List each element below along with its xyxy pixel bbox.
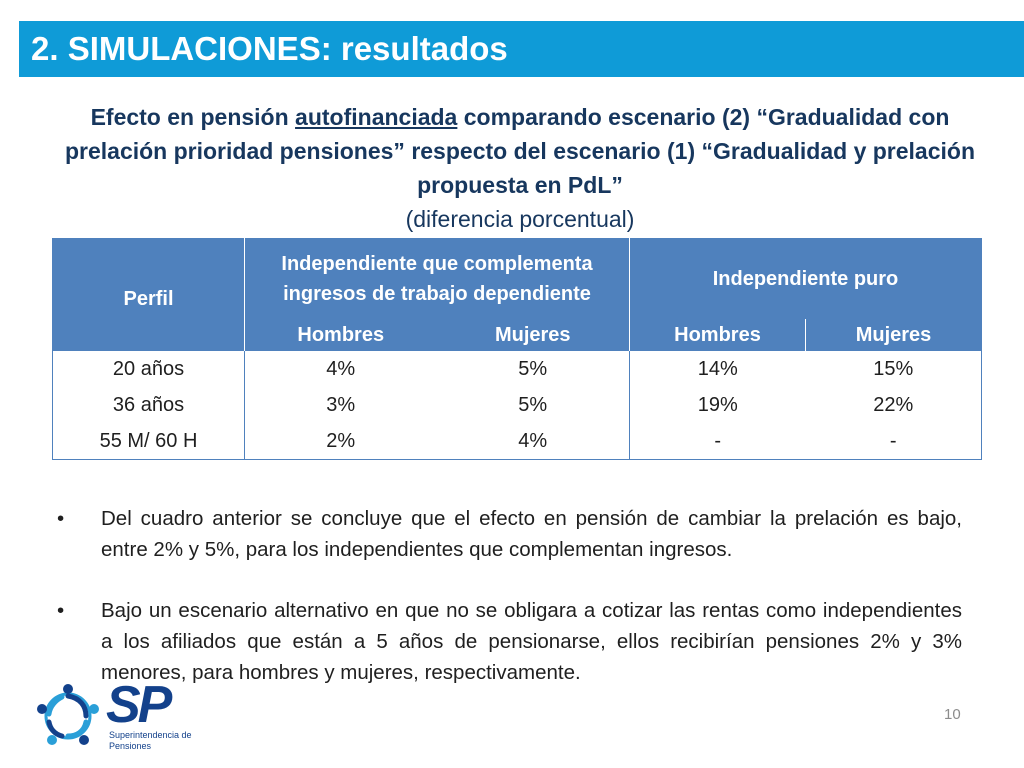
results-table (52, 238, 982, 460)
subheader-men-complementary: Hombres (245, 319, 437, 351)
table-cell: 15% (873, 357, 914, 380)
table-row (53, 351, 982, 387)
row-profile: 36 años (53, 387, 245, 423)
table-cell: 4% (326, 357, 356, 380)
logo-line-2: Pensiones (109, 741, 152, 751)
subheader-men-pure: Hombres (630, 319, 806, 351)
table-cell: 2% (326, 429, 356, 452)
subtitle-part-1: Efecto en pensión (90, 104, 296, 130)
logo-initials: SP (106, 676, 170, 732)
page-number: 10 (944, 706, 961, 723)
table-cell: 14% (697, 357, 738, 380)
table-cell: 19% (697, 393, 738, 416)
row-profile: 20 años (53, 351, 245, 387)
bullet-item (57, 595, 962, 688)
bullet-list (57, 503, 962, 688)
subtitle-part-2: comparando escenario (2) “Gradualidad con prelación prioridad pensiones” respecto del escenario (1) “Gradualidad y prelación propuesta en PdL” (64, 104, 976, 198)
subtitle-note: (diferencia porcentual) (405, 206, 635, 232)
logo-line-1: Superintendencia de (109, 730, 192, 740)
sp-initials-logo (106, 676, 196, 732)
people-circle-logo-icon (28, 676, 108, 756)
profile-header: Perfil (53, 239, 245, 352)
subheader-women-complementary: Mujeres (437, 319, 630, 351)
group-header-complementary: Independiente que complementa ingresos de trabajo dependiente (245, 239, 630, 320)
row-profile: 55 M/ 60 H (53, 423, 245, 460)
group-header-pure: Independiente puro (630, 239, 982, 320)
table-cell: 5% (437, 387, 630, 423)
slide-title: 2. SIMULACIONES: resultados (31, 30, 508, 67)
table-row (53, 423, 982, 460)
bullet-icon: • (57, 599, 65, 622)
subheader-women-pure: Mujeres (806, 319, 982, 351)
table-cell: 22% (873, 393, 914, 416)
bullet-icon: • (57, 507, 65, 530)
sp-logo (28, 676, 198, 762)
table-cell: - (889, 429, 897, 452)
slide-subtitle (40, 100, 1000, 202)
bullet-text: Del cuadro anterior se concluye que el efecto en pensión de cambiar la prelación es bajo, entre 2% y 5%, para los independientes que complementan ingresos. (101, 507, 962, 561)
table-row (53, 387, 982, 423)
table-cell: 3% (326, 393, 356, 416)
table-header-row (53, 239, 982, 320)
table-cell: 5% (437, 351, 630, 387)
table-cell: - (714, 429, 722, 452)
title-bar (19, 21, 1024, 77)
bullet-item (57, 503, 962, 565)
subtitle-underlined-word: autofinanciada (295, 104, 458, 130)
bullet-text: Bajo un escenario alternativo en que no se obligara a cotizar las rentas como independientes a los afiliados que están a 5 años de pensionarse, ellos recibirían pensiones 2% y 3% menores, para hombres y mujeres, respectivamente. (101, 599, 962, 684)
table-cell: 4% (437, 423, 630, 460)
